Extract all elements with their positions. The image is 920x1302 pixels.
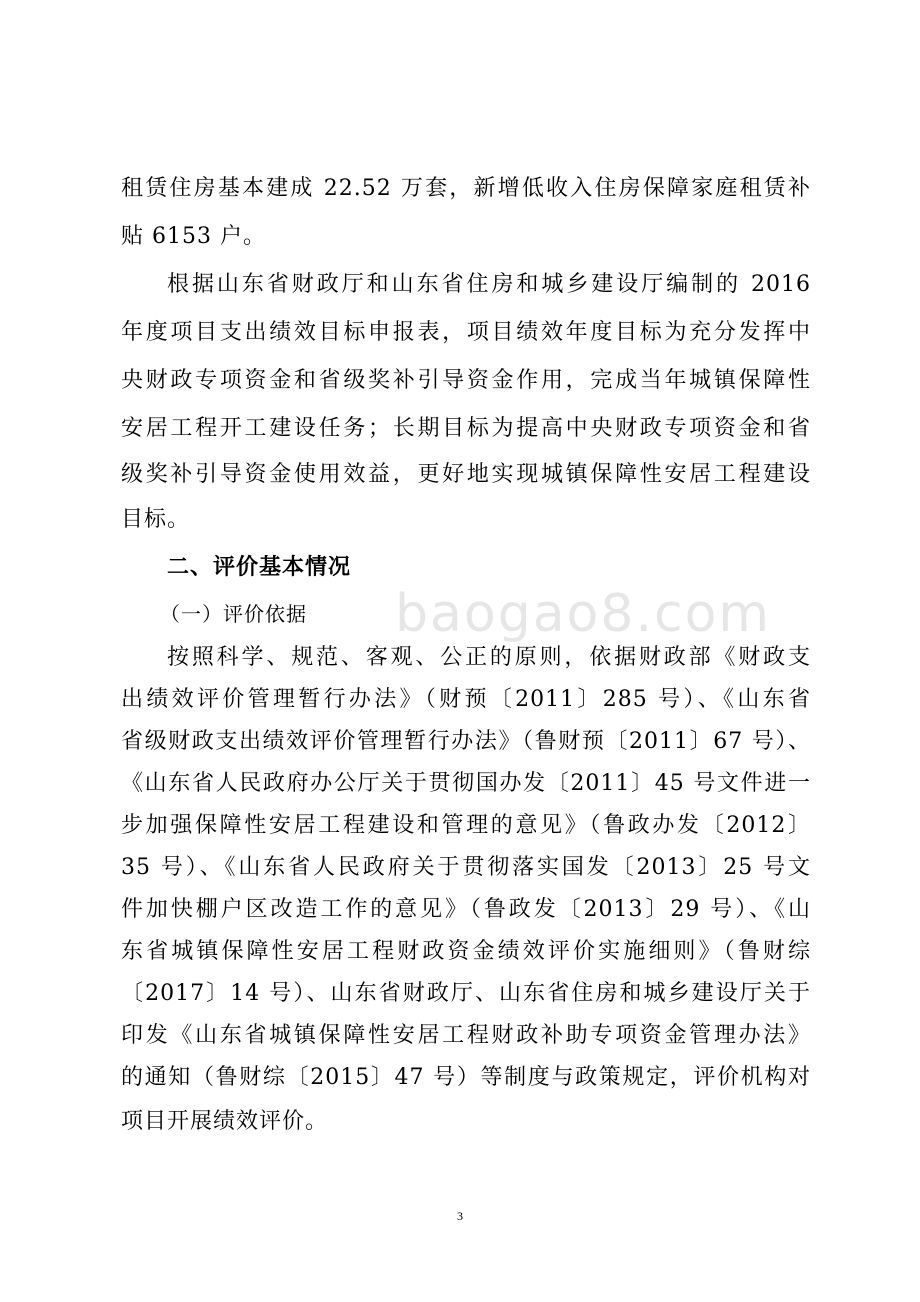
subsection-heading: （一）评价依据: [160, 602, 307, 626]
paragraph-1-line-1: 租赁住房基本建成 22.52 万套，新增低收入住房保障家庭租赁补: [121, 176, 811, 201]
basis-line-7: 件加快棚户区改造工作的意见》（鲁政发〔2013〕29 号）、《山: [121, 897, 811, 922]
basis-line-1: 按照科学、规范、客观、公正的原则，依据财政部《财政支: [167, 645, 811, 670]
basis-line-9: 〔2017〕14 号）、山东省财政厅、山东省住房和城乡建设厅关于: [121, 981, 811, 1006]
watermark: baogao8.com: [395, 584, 772, 644]
basis-line-6: 35 号）、《山东省人民政府关于贯彻落实国发〔2013〕25 号文: [121, 855, 811, 880]
basis-line-5: 步加强保障性安居工程建设和管理的意见》（鲁政办发〔2012〕: [121, 813, 811, 838]
basis-line-11: 的通知（鲁财综〔2015〕47 号）等制度与政策规定，评价机构对: [121, 1065, 811, 1090]
basis-line-3: 省级财政支出绩效评价管理暂行办法》（鲁财预〔2011〕67 号）、: [121, 729, 811, 754]
basis-line-8: 东省城镇保障性安居工程财政资金绩效评价实施细则》（鲁财综: [121, 939, 811, 964]
paragraph-2-line-2: 年度项目支出绩效目标申报表，项目绩效年度目标为充分发挥中: [121, 320, 811, 345]
section-heading: 二、评价基本情况: [167, 555, 352, 580]
basis-line-12: 项目开展绩效评价。: [121, 1109, 329, 1134]
paragraph-2-line-1: 根据山东省财政厅和山东省住房和城乡建设厅编制的 2016: [167, 272, 811, 297]
paragraph-2-line-6: 目标。: [121, 507, 191, 532]
paragraph-2-line-4: 安居工程开工建设任务；长期目标为提高中央财政专项资金和省: [121, 416, 811, 441]
paragraph-1-line-2: 贴 6153 户。: [121, 224, 266, 249]
basis-line-4: 《山东省人民政府办公厅关于贯彻国办发〔2011〕45 号文件进一: [121, 771, 811, 796]
paragraph-2-line-3: 央财政专项资金和省级奖补引导资金作用，完成当年城镇保障性: [121, 368, 811, 393]
basis-line-10: 印发《山东省城镇保障性安居工程财政补助专项资金管理办法》: [121, 1023, 811, 1048]
basis-line-2: 出绩效评价管理暂行办法》（财预〔2011〕285 号）、《山东省: [121, 687, 811, 712]
page-number: 3: [457, 1209, 463, 1223]
paragraph-2-line-5: 级奖补引导资金使用效益，更好地实现城镇保障性安居工程建设: [121, 462, 811, 487]
